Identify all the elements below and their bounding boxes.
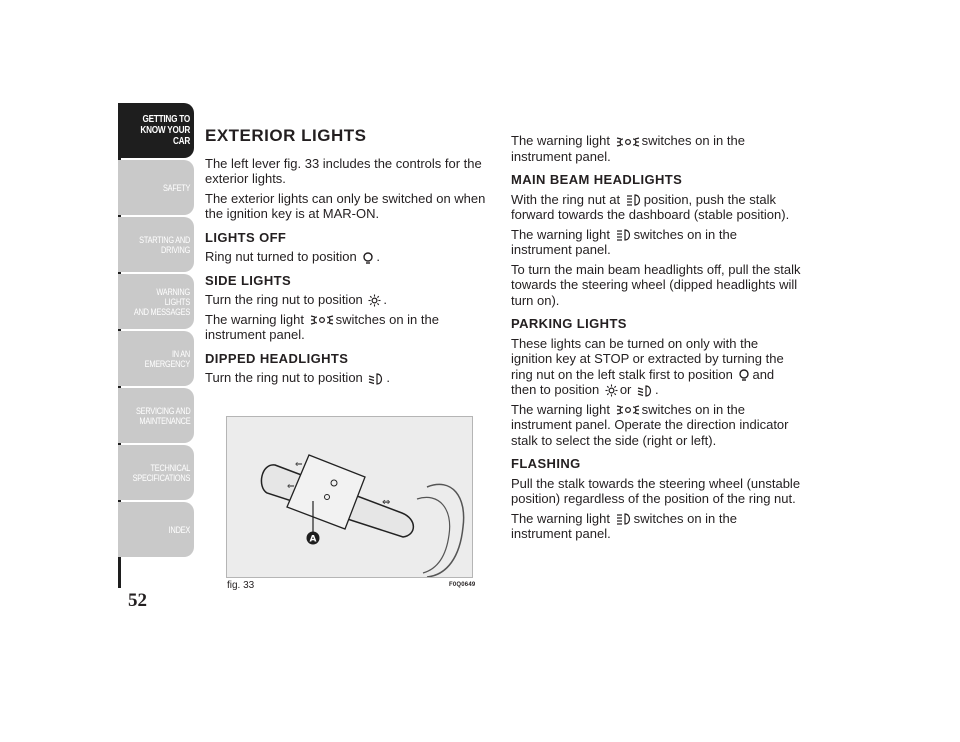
page-number: 52 xyxy=(128,590,147,611)
text: switches on in the instrument panel. Operate the direction indicator stalk to select the side (right or left). xyxy=(511,401,789,448)
paragraph xyxy=(511,133,801,164)
right-column xyxy=(511,133,801,546)
left-column xyxy=(205,128,495,390)
text: . xyxy=(383,292,388,307)
svg-text:⇐: ⇐ xyxy=(295,460,303,470)
paragraph xyxy=(205,370,495,386)
section-title: EXTERIOR LIGHTS xyxy=(205,126,367,145)
tab-warning-lights[interactable] xyxy=(118,274,194,329)
dipped-beam-icon xyxy=(637,385,653,397)
tab-label: TECHNICAL SPECIFICATIONS xyxy=(132,462,190,483)
paragraph xyxy=(511,336,801,398)
svg-text:⇔: ⇔ xyxy=(382,497,391,508)
text: Turn the ring nut to position xyxy=(205,370,363,385)
text: With the ring nut at xyxy=(511,191,621,207)
tab-label: SERVICING AND MAINTENANCE xyxy=(135,405,190,426)
svg-text:⇐: ⇐ xyxy=(287,482,295,492)
heading-lights-off: LIGHTS OFF xyxy=(205,229,287,245)
text: Turn the ring nut to position xyxy=(205,292,363,307)
text: The warning light xyxy=(511,226,610,242)
paragraph: The left lever fig. 33 includes the controls for the exterior lights. xyxy=(205,155,482,186)
figure-caption: fig. 33 xyxy=(227,580,255,591)
callout-a: A xyxy=(309,534,317,545)
heading-dipped-headlights: DIPPED HEADLIGHTS xyxy=(205,350,349,366)
text: and then to position xyxy=(511,366,775,397)
tab-label: STARTING AND DRIVING xyxy=(139,234,190,255)
stalk-illustration xyxy=(227,417,472,577)
tab-servicing[interactable] xyxy=(118,388,194,443)
figure-33 xyxy=(226,416,473,578)
chapter-tabs xyxy=(118,103,194,559)
tab-getting-to-know-your-car[interactable] xyxy=(118,103,194,158)
paragraph xyxy=(511,227,801,258)
off-icon xyxy=(362,252,374,264)
side-lights-warning-icon xyxy=(616,136,640,148)
tab-index[interactable] xyxy=(118,502,194,557)
text: . xyxy=(376,249,381,264)
text: switches on in the instrument panel. xyxy=(511,510,737,541)
paragraph xyxy=(205,312,495,343)
paragraph xyxy=(511,402,801,449)
figure-code: F0Q0649 xyxy=(449,582,476,588)
tab-safety[interactable] xyxy=(118,160,194,215)
heading-parking-lights: PARKING LIGHTS xyxy=(511,316,627,331)
main-beam-icon xyxy=(616,513,632,525)
paragraph: The exterior lights can only be switched on when the ignition key is at MAR-ON. xyxy=(205,190,486,221)
tab-technical-specifications[interactable] xyxy=(118,445,194,500)
side-lights-warning-icon xyxy=(616,404,640,416)
tab-label: INDEX xyxy=(168,524,190,535)
paragraph: To turn the main beam headlights off, pull the stalk towards the steering wheel (dipped headlights will turn on). xyxy=(511,261,801,308)
heading-main-beam: MAIN BEAM HEADLIGHTS xyxy=(511,172,683,187)
text: switches on in the instrument panel. xyxy=(511,133,745,164)
text: Ring nut turned to position xyxy=(205,249,357,264)
text: The warning light xyxy=(511,401,610,417)
side-lights-warning-icon xyxy=(310,314,334,326)
text: position, push the stalk forward towards the dashboard (stable position). xyxy=(511,191,790,222)
side-lights-icon xyxy=(368,294,381,307)
main-beam-icon xyxy=(626,194,642,206)
off-icon xyxy=(738,369,750,381)
text: switches on in the instrument panel. xyxy=(205,311,439,342)
tab-label: WARNING LIGHTS AND MESSAGES xyxy=(133,286,190,317)
text: The warning light xyxy=(511,133,610,148)
text: The warning light xyxy=(511,510,610,526)
text: . xyxy=(655,382,659,397)
paragraph xyxy=(511,511,801,542)
tab-in-an-emergency[interactable] xyxy=(118,331,194,386)
main-beam-icon xyxy=(616,229,632,241)
paragraph: Pull the stalk towards the steering wheel (unstable position) regardless of the position of the ring nut. xyxy=(511,475,801,506)
text: These lights can be turned on only with the ignition key at STOP or extracted by turning the ring nut on the left stalk first to position xyxy=(511,335,784,382)
tab-label: GETTING TO KNOW YOUR CAR xyxy=(140,114,190,147)
paragraph xyxy=(511,192,801,223)
heading-flashing: FLASHING xyxy=(511,456,581,471)
dipped-beam-icon xyxy=(368,373,384,385)
text: The warning light xyxy=(205,311,304,327)
tab-starting-and-driving[interactable] xyxy=(118,217,194,272)
paragraph xyxy=(205,292,495,308)
tab-label: SAFETY xyxy=(162,182,190,193)
text: switches on in the instrument panel. xyxy=(511,226,737,257)
text: or xyxy=(619,382,632,397)
paragraph xyxy=(205,249,495,265)
heading-side-lights: SIDE LIGHTS xyxy=(205,272,292,288)
text: . xyxy=(386,370,391,385)
side-lights-icon xyxy=(605,384,618,397)
tab-label: IN AN EMERGENCY xyxy=(144,348,190,369)
